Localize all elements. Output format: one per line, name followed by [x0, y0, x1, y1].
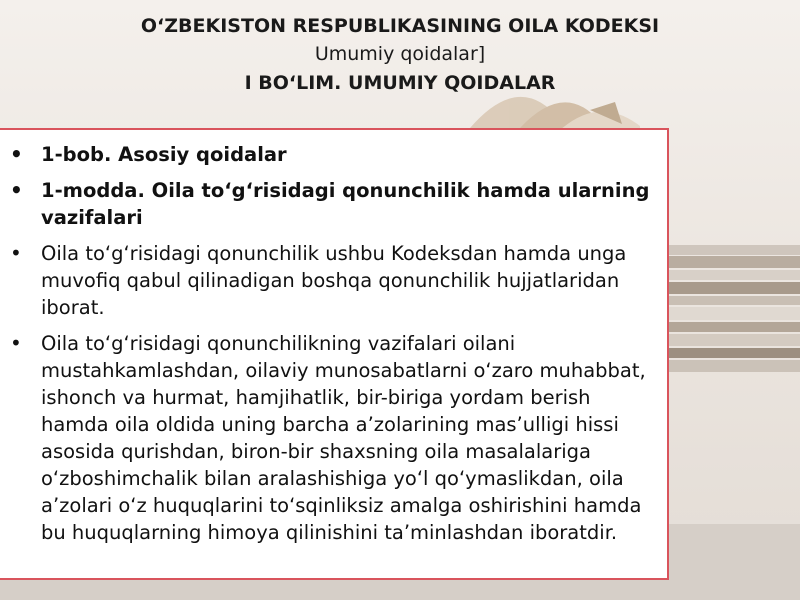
bullet-icon: • — [10, 241, 22, 265]
list-item-text: Oila to‘g‘risidagi qonunchilikning vazifalari oilani mustahkamlashdan, oilaviy munosabatlarni o‘zaro muhabbat, ishonch va hurmat, hamjihatlik, bir-biriga yordam berish hamda oila oldida uning barcha a’zolarining mas’ulligi hissi asosida qurishdan, biron-bir shaxsning oila masalalariga o‘zboshimchalik bilan aralashishiga yo‘l qo‘ymaslikdan, oila a’zolari o‘z huquqlarini to‘sqinliksiz amalga oshirishini hamda bu huquqlarning himoya qilinishini ta’minlashdan iboratdir. — [41, 332, 646, 544]
slide-header — [0, 12, 800, 99]
section-heading: I BO‘LIM. UMUMIY QOIDALAR — [244, 72, 556, 94]
content-card — [0, 128, 669, 580]
slide-title: O‘ZBEKISTON RESPUBLIKASINING OILA KODEKSI — [140, 15, 660, 37]
list-item — [0, 141, 667, 168]
list-item-text: Oila to‘g‘risidagi qonunchilik ushbu Kodeksdan hamda unga muvofiq qabul qilinadigan boshqa qonunchilik hujjatlaridan iborat. — [41, 242, 627, 319]
list-item-text: 1-bob. Asosiy qoidalar — [41, 143, 287, 166]
list-item — [0, 177, 667, 231]
slide-subtitle: Umumiy qoidalar] — [314, 43, 486, 65]
bullet-list — [0, 130, 667, 546]
bullet-icon: • — [10, 142, 23, 166]
list-item — [0, 330, 667, 546]
bullet-icon: • — [10, 178, 23, 202]
list-item-text: 1-modda. Oila to‘g‘risidagi qonunchilik hamda ularning vazifalari — [41, 179, 650, 229]
bullet-icon: • — [10, 331, 22, 355]
book-stack-illustration — [660, 245, 800, 372]
list-item — [0, 240, 667, 321]
